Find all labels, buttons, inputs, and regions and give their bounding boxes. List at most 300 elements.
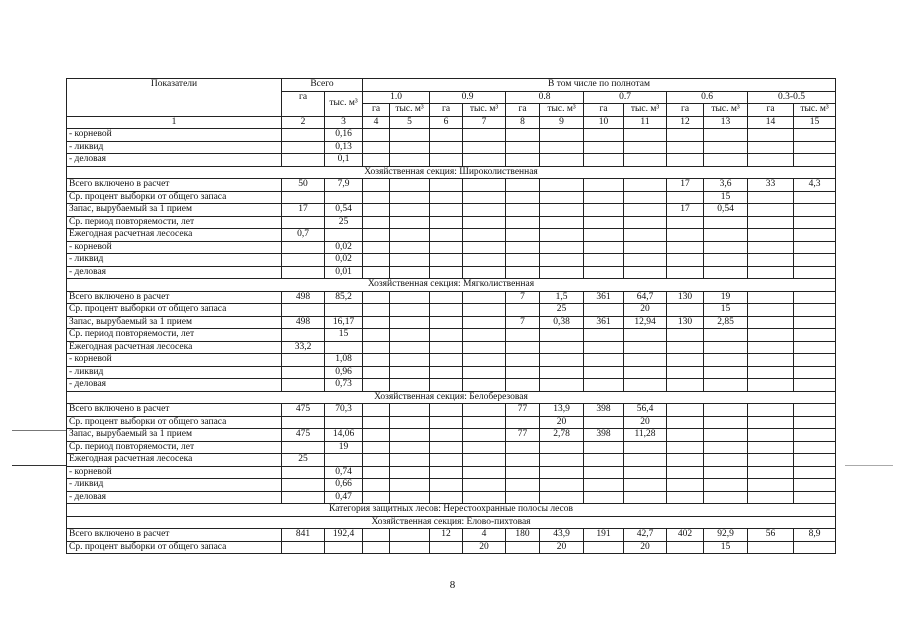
table-cell xyxy=(624,379,667,392)
section-header-row xyxy=(67,504,836,517)
table-cell xyxy=(363,479,390,492)
table-cell: 25 xyxy=(540,304,584,317)
table-cell xyxy=(704,366,748,379)
table-cell: 180 xyxy=(506,529,540,542)
table-cell xyxy=(363,441,390,454)
table-cell xyxy=(794,404,836,417)
table-cell: 70,3 xyxy=(325,404,363,417)
table-cell xyxy=(430,191,463,204)
table-cell xyxy=(506,266,540,279)
table-cell xyxy=(748,304,794,317)
table-cell xyxy=(624,204,667,217)
table-cell xyxy=(794,416,836,429)
table-cell: 13,9 xyxy=(540,404,584,417)
table-cell: 56,4 xyxy=(624,404,667,417)
table-cell xyxy=(540,229,584,242)
table-cell xyxy=(540,441,584,454)
table-cell: 16,17 xyxy=(325,316,363,329)
table-cell xyxy=(584,329,624,342)
table-cell xyxy=(325,341,363,354)
table-cell xyxy=(667,304,704,317)
column-numbers-row xyxy=(67,116,836,129)
table-cell: 2,78 xyxy=(540,429,584,442)
table-cell: 25 xyxy=(325,216,363,229)
table-cell xyxy=(748,441,794,454)
table-cell xyxy=(704,379,748,392)
table-cell xyxy=(506,366,540,379)
table-cell xyxy=(584,454,624,467)
table-cell xyxy=(363,379,390,392)
table-cell xyxy=(667,541,704,554)
table-cell: 50 xyxy=(282,179,325,192)
table-cell xyxy=(390,266,430,279)
table-row xyxy=(67,141,836,154)
table-row xyxy=(67,191,836,204)
table-cell xyxy=(390,179,430,192)
table-cell xyxy=(667,379,704,392)
table-row xyxy=(67,304,836,317)
table-cell: 191 xyxy=(584,529,624,542)
table-cell xyxy=(363,341,390,354)
table-cell xyxy=(282,441,325,454)
table-cell xyxy=(584,466,624,479)
table-cell xyxy=(624,241,667,254)
table-cell xyxy=(363,304,390,317)
table-cell xyxy=(748,466,794,479)
table-cell xyxy=(363,354,390,367)
table-cell xyxy=(748,379,794,392)
table-cell xyxy=(540,241,584,254)
table-cell xyxy=(794,454,836,467)
table-cell xyxy=(584,341,624,354)
unit-ha-header: га xyxy=(363,104,390,117)
table-cell xyxy=(704,154,748,167)
table-row xyxy=(67,404,836,417)
section-header-row xyxy=(67,516,836,529)
row-label: Всего включено в расчет xyxy=(67,179,282,192)
table-cell: 398 xyxy=(584,404,624,417)
table-cell xyxy=(540,266,584,279)
column-number-cell: 3 xyxy=(325,116,363,129)
table-cell xyxy=(540,129,584,142)
table-cell xyxy=(667,129,704,142)
table-cell: 0,16 xyxy=(325,129,363,142)
table-row xyxy=(67,316,836,329)
table-row xyxy=(67,429,836,442)
table-cell xyxy=(624,216,667,229)
table-cell xyxy=(667,479,704,492)
section-title: Категория защитных лесов: Нерестоохранные полосы лесов xyxy=(67,504,836,517)
total-ha-header: га xyxy=(282,91,325,116)
row-label: - деловая xyxy=(67,266,282,279)
density-header-1-0: 1.0 xyxy=(363,91,430,104)
table-cell xyxy=(794,466,836,479)
table-cell xyxy=(463,179,506,192)
table-cell xyxy=(282,129,325,142)
table-cell xyxy=(624,141,667,154)
table-cell xyxy=(363,241,390,254)
table-cell xyxy=(325,416,363,429)
unit-m3-header: тыс. м³ xyxy=(463,104,506,117)
table-cell xyxy=(390,154,430,167)
table-cell xyxy=(748,191,794,204)
row-label: - ликвид xyxy=(67,254,282,267)
table-cell xyxy=(390,229,430,242)
table-cell xyxy=(794,266,836,279)
table-cell xyxy=(584,541,624,554)
table-row xyxy=(67,416,836,429)
table-cell xyxy=(325,541,363,554)
table-row xyxy=(67,291,836,304)
table-cell xyxy=(584,129,624,142)
table-cell: 43,9 xyxy=(540,529,584,542)
table-cell xyxy=(390,479,430,492)
table-cell xyxy=(390,441,430,454)
density-header-0-3-0-5: 0.3-0.5 xyxy=(748,91,836,104)
table-cell xyxy=(282,416,325,429)
table-cell xyxy=(794,254,836,267)
column-number-cell: 9 xyxy=(540,116,584,129)
table-cell xyxy=(430,379,463,392)
table-cell xyxy=(748,416,794,429)
table-cell xyxy=(624,179,667,192)
table-cell xyxy=(363,179,390,192)
table-cell: 0,38 xyxy=(540,316,584,329)
table-cell xyxy=(463,329,506,342)
column-number-cell: 11 xyxy=(624,116,667,129)
table-cell: 0,54 xyxy=(704,204,748,217)
table-cell xyxy=(624,466,667,479)
unit-m3-header: тыс. м³ xyxy=(704,104,748,117)
table-cell xyxy=(540,141,584,154)
table-cell xyxy=(506,204,540,217)
page-number: 8 xyxy=(449,579,456,591)
unit-ha-header: га xyxy=(430,104,463,117)
table-cell xyxy=(794,491,836,504)
table-cell xyxy=(794,304,836,317)
table-cell xyxy=(667,416,704,429)
row-label: Ср. период повторяемости, лет xyxy=(67,216,282,229)
table-row xyxy=(67,541,836,554)
table-cell xyxy=(704,241,748,254)
table-cell xyxy=(282,479,325,492)
unit-ha-header: га xyxy=(506,104,540,117)
table-cell xyxy=(363,491,390,504)
table-cell xyxy=(794,241,836,254)
table-cell: 8,9 xyxy=(794,529,836,542)
table-cell xyxy=(390,316,430,329)
table-cell xyxy=(390,204,430,217)
table-cell xyxy=(363,204,390,217)
row-label: - корневой xyxy=(67,241,282,254)
table-cell xyxy=(463,141,506,154)
table-cell xyxy=(390,429,430,442)
table-cell xyxy=(463,466,506,479)
table-cell xyxy=(506,129,540,142)
table-cell xyxy=(748,129,794,142)
table-cell xyxy=(363,229,390,242)
table-cell xyxy=(430,216,463,229)
table-cell xyxy=(390,491,430,504)
scan-line-left-upper xyxy=(12,430,66,431)
table-cell xyxy=(704,466,748,479)
table-cell xyxy=(540,491,584,504)
table-cell xyxy=(463,379,506,392)
table-cell xyxy=(540,191,584,204)
table-row xyxy=(67,229,836,242)
table-cell xyxy=(363,129,390,142)
table-cell xyxy=(584,354,624,367)
column-number-cell: 2 xyxy=(282,116,325,129)
table-cell xyxy=(430,329,463,342)
table-cell xyxy=(463,204,506,217)
unit-ha-header: га xyxy=(748,104,794,117)
row-label: Ежегодная расчетная лесосека xyxy=(67,454,282,467)
density-header-0-7: 0.7 xyxy=(584,91,667,104)
table-cell: 4 xyxy=(463,529,506,542)
forest-cutting-table xyxy=(66,78,836,554)
row-label: - корневой xyxy=(67,466,282,479)
table-cell xyxy=(794,441,836,454)
table-cell xyxy=(363,416,390,429)
column-number-cell: 14 xyxy=(748,116,794,129)
table-cell xyxy=(463,341,506,354)
table-cell: 130 xyxy=(667,316,704,329)
scan-line-left-lower xyxy=(12,465,66,466)
table-row xyxy=(67,366,836,379)
table-cell xyxy=(506,466,540,479)
table-cell xyxy=(363,254,390,267)
header-row-1 xyxy=(67,79,836,92)
table-row xyxy=(67,341,836,354)
table-cell xyxy=(748,254,794,267)
table-cell xyxy=(463,404,506,417)
table-cell xyxy=(748,316,794,329)
table-cell xyxy=(363,404,390,417)
table-cell xyxy=(748,291,794,304)
row-label: Ср. процент выборки от общего запаса xyxy=(67,416,282,429)
table-cell xyxy=(363,541,390,554)
table-cell: 33,2 xyxy=(282,341,325,354)
table-row xyxy=(67,466,836,479)
table-cell xyxy=(704,491,748,504)
table-cell: 12 xyxy=(430,529,463,542)
table-cell xyxy=(430,141,463,154)
table-cell xyxy=(667,466,704,479)
table-cell xyxy=(506,329,540,342)
table-row xyxy=(67,179,836,192)
table-row xyxy=(67,154,836,167)
table-row xyxy=(67,204,836,217)
table-cell xyxy=(282,241,325,254)
table-cell: 15 xyxy=(704,191,748,204)
row-label: Ср. период повторяемости, лет xyxy=(67,329,282,342)
table-cell xyxy=(282,266,325,279)
section-title: Хозяйственная секция: Елово-пихтовая xyxy=(67,516,836,529)
table-cell xyxy=(363,266,390,279)
table-cell xyxy=(704,254,748,267)
table-cell xyxy=(463,229,506,242)
table-cell xyxy=(748,366,794,379)
table-cell xyxy=(667,441,704,454)
table-cell: 11,28 xyxy=(624,429,667,442)
table-cell xyxy=(540,379,584,392)
table-cell xyxy=(748,541,794,554)
table-cell xyxy=(584,229,624,242)
table-cell: 0,13 xyxy=(325,141,363,154)
row-label: - корневой xyxy=(67,354,282,367)
table-cell xyxy=(584,491,624,504)
table-cell xyxy=(430,429,463,442)
table-cell: 7 xyxy=(506,291,540,304)
table-cell xyxy=(506,154,540,167)
table-cell xyxy=(748,154,794,167)
table-cell xyxy=(584,154,624,167)
table-cell xyxy=(667,366,704,379)
table-cell xyxy=(794,366,836,379)
table-cell xyxy=(704,216,748,229)
table-cell xyxy=(506,479,540,492)
density-header-0-8: 0.8 xyxy=(506,91,584,104)
table-cell: 19 xyxy=(704,291,748,304)
table-cell xyxy=(704,404,748,417)
table-cell xyxy=(704,354,748,367)
section-title: Хозяйственная секция: Белоберезовая xyxy=(67,391,836,404)
table-cell: 0,54 xyxy=(325,204,363,217)
table-cell xyxy=(390,341,430,354)
table-cell: 0,66 xyxy=(325,479,363,492)
column-number-cell: 10 xyxy=(584,116,624,129)
table-cell xyxy=(624,129,667,142)
table-cell xyxy=(463,304,506,317)
table-cell xyxy=(624,341,667,354)
table-cell xyxy=(624,441,667,454)
table-cell xyxy=(794,379,836,392)
table-cell xyxy=(704,479,748,492)
table-cell: 15 xyxy=(325,329,363,342)
table-cell xyxy=(748,341,794,354)
table-cell: 7,9 xyxy=(325,179,363,192)
table-cell: 3,6 xyxy=(704,179,748,192)
table-cell xyxy=(794,154,836,167)
table-cell xyxy=(540,254,584,267)
row-label: Ср. процент выборки от общего запаса xyxy=(67,191,282,204)
table-cell: 0,02 xyxy=(325,254,363,267)
table-cell xyxy=(794,479,836,492)
row-label: Ежегодная расчетная лесосека xyxy=(67,341,282,354)
table-cell xyxy=(463,154,506,167)
table-cell xyxy=(794,429,836,442)
table-cell xyxy=(667,254,704,267)
table-cell xyxy=(506,379,540,392)
table-cell xyxy=(584,254,624,267)
table-cell xyxy=(748,229,794,242)
table-cell xyxy=(704,329,748,342)
row-label: Всего включено в расчет xyxy=(67,529,282,542)
table-cell xyxy=(282,466,325,479)
table-cell: 130 xyxy=(667,291,704,304)
table-cell xyxy=(584,179,624,192)
table-cell xyxy=(794,204,836,217)
table-cell xyxy=(584,191,624,204)
row-label: Запас, вырубаемый за 1 прием xyxy=(67,429,282,442)
table-cell xyxy=(794,129,836,142)
table-cell: 361 xyxy=(584,316,624,329)
table-cell xyxy=(282,541,325,554)
table-cell xyxy=(282,216,325,229)
table-cell xyxy=(282,354,325,367)
table-cell xyxy=(584,379,624,392)
table-cell xyxy=(506,304,540,317)
table-cell xyxy=(390,366,430,379)
table-cell xyxy=(748,204,794,217)
table-cell: 20 xyxy=(624,304,667,317)
row-label: - деловая xyxy=(67,491,282,504)
row-label: Запас, вырубаемый за 1 прием xyxy=(67,204,282,217)
table-cell xyxy=(390,216,430,229)
table-cell xyxy=(430,404,463,417)
table-cell xyxy=(540,354,584,367)
forest-table-sheet xyxy=(66,78,836,554)
table-cell xyxy=(506,216,540,229)
table-cell xyxy=(704,416,748,429)
row-label: Ср. период повторяемости, лет xyxy=(67,441,282,454)
table-cell xyxy=(390,466,430,479)
table-cell xyxy=(506,241,540,254)
table-cell xyxy=(540,366,584,379)
table-cell: 0,73 xyxy=(325,379,363,392)
column-number-cell: 8 xyxy=(506,116,540,129)
table-cell xyxy=(748,429,794,442)
unit-ha-header: га xyxy=(667,104,704,117)
table-cell xyxy=(363,454,390,467)
table-cell xyxy=(390,354,430,367)
table-cell: 17 xyxy=(667,179,704,192)
table-cell xyxy=(282,366,325,379)
table-cell xyxy=(390,304,430,317)
table-cell xyxy=(624,454,667,467)
table-cell: 498 xyxy=(282,316,325,329)
table-cell xyxy=(390,291,430,304)
table-row xyxy=(67,354,836,367)
indicators-header: Показатели xyxy=(67,79,282,117)
unit-m3-header: тыс. м³ xyxy=(390,104,430,117)
row-label: - деловая xyxy=(67,379,282,392)
table-cell xyxy=(430,204,463,217)
table-cell xyxy=(325,191,363,204)
table-cell xyxy=(363,316,390,329)
table-cell xyxy=(430,454,463,467)
table-cell xyxy=(748,141,794,154)
table-cell xyxy=(667,454,704,467)
table-cell xyxy=(748,354,794,367)
section-header-row xyxy=(67,279,836,292)
table-cell xyxy=(363,141,390,154)
unit-m3-header: тыс. м³ xyxy=(624,104,667,117)
table-cell xyxy=(430,266,463,279)
table-cell xyxy=(584,141,624,154)
table-cell xyxy=(282,379,325,392)
table-cell xyxy=(667,266,704,279)
table-cell xyxy=(667,191,704,204)
table-cell xyxy=(363,291,390,304)
table-body xyxy=(67,79,836,554)
table-cell: 17 xyxy=(667,204,704,217)
table-cell: 0,96 xyxy=(325,366,363,379)
table-row xyxy=(67,241,836,254)
density-header-0-6: 0.6 xyxy=(667,91,748,104)
column-number-cell: 13 xyxy=(704,116,748,129)
